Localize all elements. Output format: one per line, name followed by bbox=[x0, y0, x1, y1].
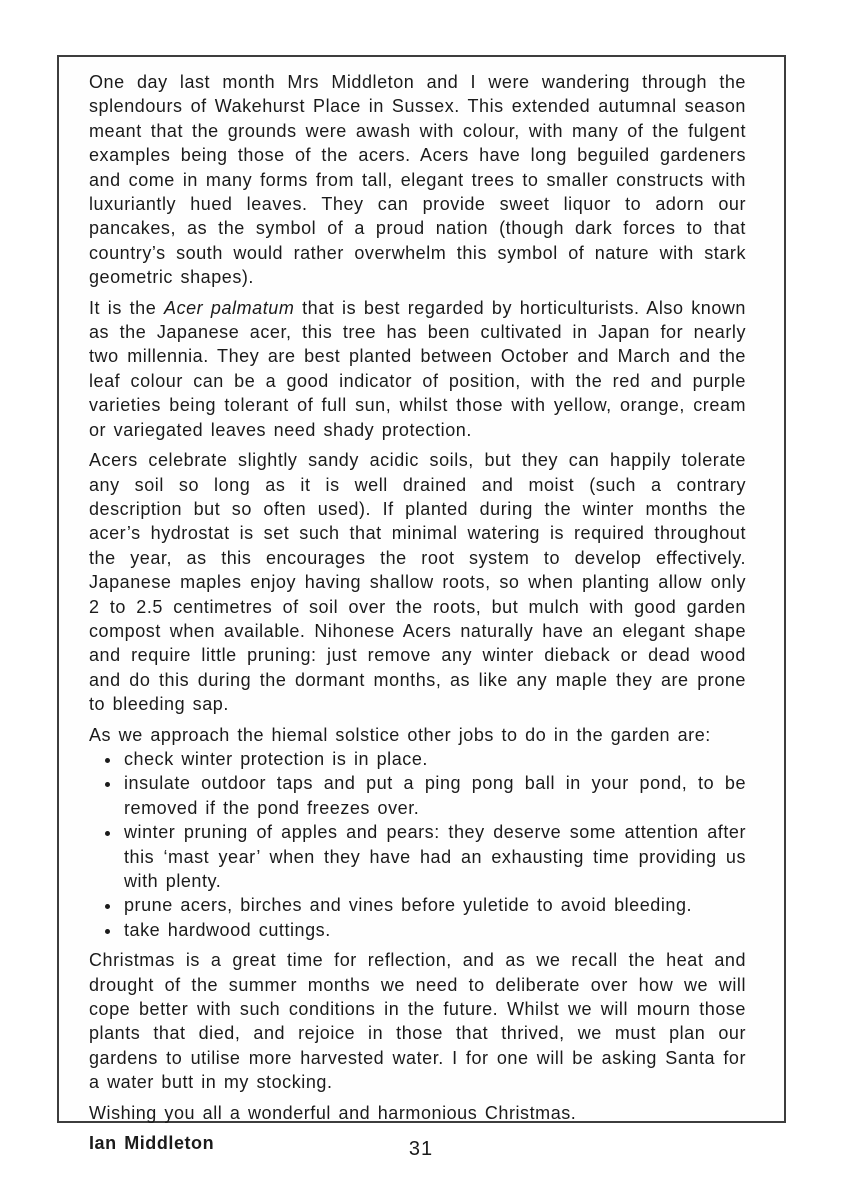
list-item: • prune acers, birches and vines before yuletide to avoid bleeding. bbox=[122, 893, 746, 917]
paragraph-intro: One day last month Mrs Middleton and I were wandering through the splendours of Wakehurst Place in Sussex. This extended autumnal season meant that the grounds were awash with colour, with many of the fulgent examples being those of the acers. Acers have long beguiled gardeners and come in many forms from tall, elegant trees to smaller constructs with luxuriantly hued leaves. They can provide sweet liquor to adorn our pancakes, as the symbol of a proud nation (though dark forces to that country’s south would rather overwhelm this symbol of nature with stark geometric shapes). bbox=[89, 72, 746, 288]
paragraph-soils: Acers celebrate slightly sandy acidic soils, but they can happily tolerate any soil so long as it is well drained and moist (such a contrary description but so often used). If planted during the winter months the acer’s hydrostat is set such that minimal watering is required throughout the year, as this encourages the root system to develop effectively. Japanese maples enjoy having shallow roots, so when planting allow only 2 to 2.5 centimetres of soil over the roots, but mulch with good garden compost when available. Nihonese Acers naturally have an elegant shape and require little pruning: just remove any winter dieback or dead wood and do this during the dormant months, as like any maple they are prone to bleeding sap. bbox=[89, 450, 746, 715]
paragraph-acer-palmatum bbox=[89, 296, 746, 442]
paragraph-christmas: Christmas is a great time for reflection, and as we recall the heat and drought of the summer months we need to deliberate over how we will cope better with such conditions in the future. Whilst we will mourn those plants that died, and rejoice in those that thrived, we must plan our gardens to utilise more harvested water. I for one will be asking Santa for a water butt in my stocking. bbox=[89, 950, 746, 1093]
author-signature: Ian Middleton bbox=[89, 1133, 215, 1154]
list-item: • take hardwood cuttings. bbox=[122, 918, 746, 942]
list-intro: As we approach the hiemal solstice other jobs to do in the garden are: bbox=[89, 724, 711, 745]
paragraph-text: that is best regarded by horticulturists. Also known as the Japanese acer, this tree has been cultivated in Japan for nearly two millennia. They are best planted between October and March and the leaf colour can be a good indicator of position, with the red and purple varieties being tolerant of full sun, whilst those with yellow, orange, cream or variegated leaves need shady protection. bbox=[89, 297, 746, 440]
paragraph-wishing: Wishing you all a wonderful and harmonious Christmas. bbox=[89, 1102, 577, 1123]
list-item: • winter pruning of apples and pears: they deserve some attention after this ‘mast year’ when they have had an exhausting time providing us with plenty. bbox=[122, 820, 746, 893]
latin-name-italic: Acer palmatum bbox=[164, 297, 295, 318]
paragraph-text: It is the bbox=[89, 297, 165, 318]
page-number: 31 bbox=[408, 1138, 434, 1160]
list-item: • insulate outdoor taps and put a ping pong ball in your pond, to be removed if the pond freezes over. bbox=[122, 771, 746, 820]
garden-jobs-list bbox=[89, 747, 746, 942]
list-item: • check winter protection is in place. bbox=[122, 747, 746, 771]
